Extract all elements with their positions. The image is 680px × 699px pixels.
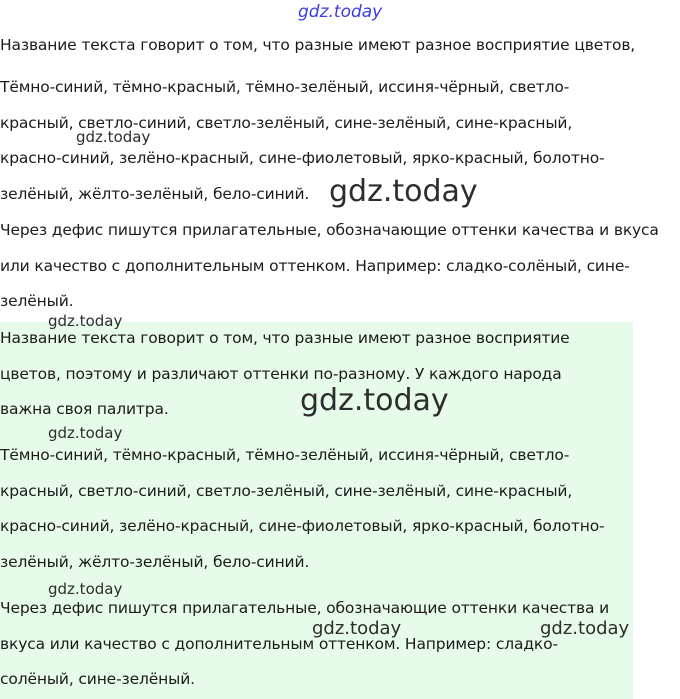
paragraph-1-hyphen-rule: Через дефис пишутся прилагательные, обозначающие оттенки качества и вкуса или качество с дополнительным оттенком. Например: сладко-солёный, сине-зелёный. <box>0 221 659 310</box>
paragraph-2-title-meaning: Название текста говорит о том, что разные имеют разное восприятие цветов, поэтому и различают оттенки по-разному. У каждого народа важна своя палитра. <box>0 329 570 418</box>
watermark-text: gdz.today <box>48 424 123 442</box>
watermark-text: gdz.today <box>329 174 478 209</box>
paragraph-2-color-list: Тёмно-синий, тёмно-красный, тёмно-зелёный, иссиня-чёрный, светло-красный, светло-синий, светло-зелёный, сине-зелёный, сине-красный, красно-синий, зелёно-красный, сине-фиолетовый, ярко-красный, болотно-зелёный, жёлто-зелёный, бело-синий. <box>0 446 605 571</box>
watermark-text: gdz.today <box>48 580 123 598</box>
watermark-text: gdz.today <box>540 618 630 639</box>
paragraph-1-color-list: Тёмно-синий, тёмно-красный, тёмно-зелёный, иссиня-чёрный, светло-красный, светло-синий, светло-зелёный, сине-зелёный, сине-красный, красно-синий, зелёно-красный, сине-фиолетовый, ярко-красный, болотно-зелёный, жёлто-зелёный, бело-синий. <box>0 78 605 203</box>
watermark-text: gdz.today <box>312 618 402 639</box>
watermark-text: gdz.today <box>300 383 449 418</box>
paragraph-1-title-meaning: Название текста говорит о том, что разные имеют разное восприятие цветов, <box>0 36 636 54</box>
watermark-text: gdz.today <box>76 128 151 146</box>
watermark-text: gdz.today <box>48 312 123 330</box>
paragraph-2-hyphen-rule: Через дефис пишутся прилагательные, обозначающие оттенки качества и вкуса или качество с дополнительным оттенком. Например: сладко-солёный, сине-зелёный. <box>0 599 610 688</box>
site-header-link[interactable]: gdz.today <box>298 2 383 22</box>
